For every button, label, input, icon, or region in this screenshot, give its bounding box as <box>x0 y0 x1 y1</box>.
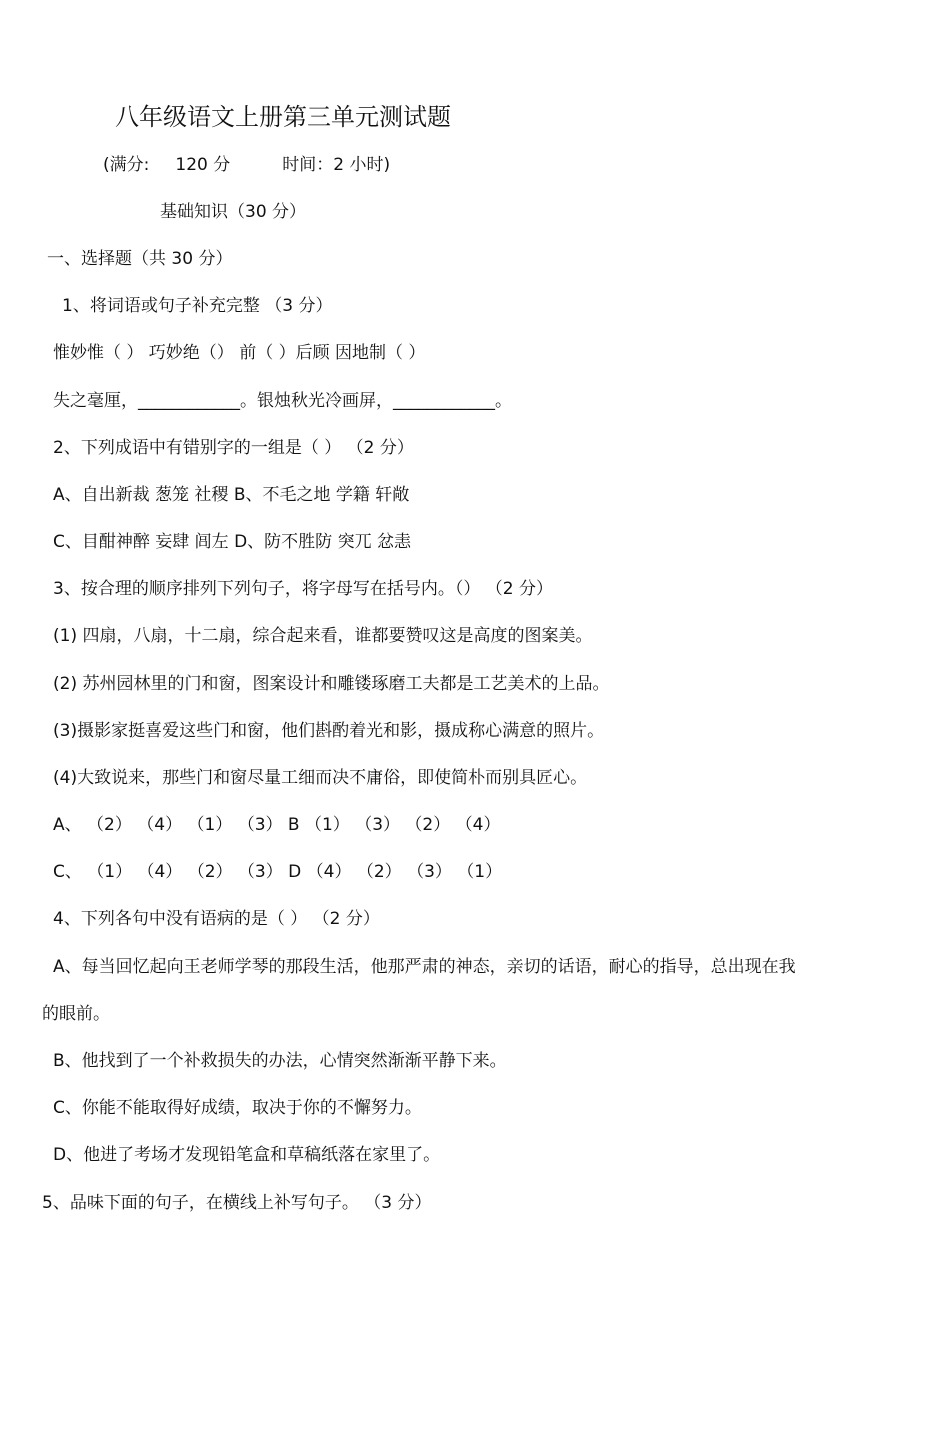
page-title: 八年级语文上册第三单元测试题 <box>115 103 451 131</box>
question-4-option-a-line-1: A、每当回忆起向王老师学琴的那段生活，他那严肃的神态，亲切的话语，耐心的指导，总出现在我 <box>53 957 796 977</box>
question-2-stem: 2、下列成语中有错别字的一组是（ ） （2 分） <box>53 438 414 458</box>
question-4-stem: 4、下列各句中没有语病的是（ ） （2 分） <box>53 909 380 929</box>
question-3-sentence-3: (3)摄影家挺喜爱这些门和窗，他们斟酌着光和影，摄成称心满意的照片。 <box>53 721 605 741</box>
time-label: 时间：2 小时) <box>282 155 391 175</box>
question-3-options-cd: C、 （1） （4） （2） （3） D （4） （2） （3） （1） <box>53 862 503 882</box>
score-value: 120 分 <box>175 155 231 175</box>
question-3-sentence-1: (1) 四扇，八扇，十二扇，综合起来看，谁都要赞叹这是高度的图案美。 <box>53 626 593 646</box>
question-3-options-ab: A、 （2） （4） （1） （3） B （1） （3） （2） （4） <box>53 815 501 835</box>
question-4-option-a-line-2: 的眼前。 <box>42 1004 110 1024</box>
section-heading-basic: 基础知识（30 分） <box>160 202 307 222</box>
question-2-options-cd: C、目酣神醉 妄肆 闾左 D、防不胜防 突兀 忿恚 <box>53 532 411 552</box>
question-1-stem: 1、将词语或句子补充完整 （3 分） <box>62 296 333 316</box>
question-1-line-2: 失之毫厘，____________。银烛秋光冷画屏，____________。 <box>53 391 512 411</box>
question-3-sentence-2: (2) 苏州园林里的门和窗，图案设计和雕镂琢磨工夫都是工艺美术的上品。 <box>53 674 610 694</box>
question-4-option-b: B、他找到了一个补救损失的办法，心情突然渐渐平静下来。 <box>53 1051 507 1071</box>
score-label: (满分: <box>103 155 150 175</box>
question-2-options-ab: A、自出新裁 葱笼 社稷 B、不毛之地 学籍 轩敞 <box>53 485 410 505</box>
question-5-stem: 5、品味下面的句子，在横线上补写句子。 （3 分） <box>42 1193 432 1213</box>
question-4-option-c: C、你能不能取得好成绩，取决于你的不懈努力。 <box>53 1098 422 1118</box>
exam-meta <box>103 154 390 176</box>
part-heading-choice: 一、选择题（共 30 分） <box>47 249 233 269</box>
question-4-option-d: D、他进了考场才发现铅笔盒和草稿纸落在家里了。 <box>53 1145 441 1165</box>
question-3-stem: 3、按合理的顺序排列下列句子，将字母写在括号内。（） （2 分） <box>53 579 553 599</box>
question-1-line-1: 惟妙惟（ ） 巧妙绝（） 前（ ）后顾 因地制（ ） <box>53 343 426 363</box>
question-3-sentence-4: (4)大致说来，那些门和窗尽量工细而决不庸俗，即使简朴而别具匠心。 <box>53 768 588 788</box>
